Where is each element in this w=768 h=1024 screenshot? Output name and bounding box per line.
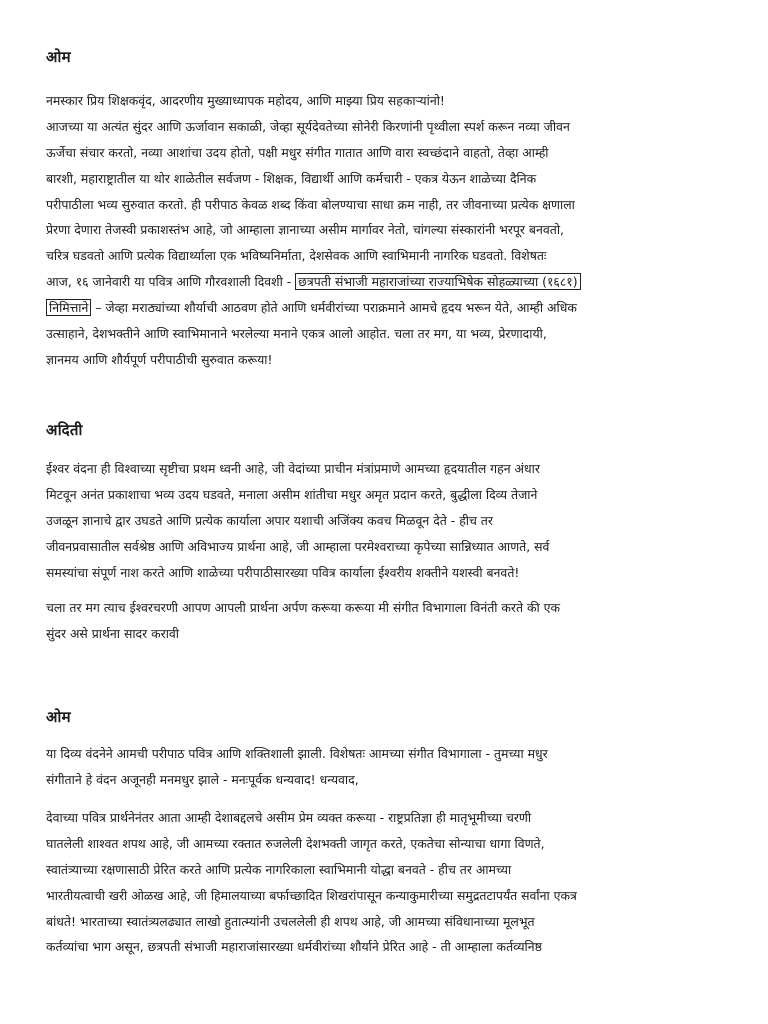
text-line: ईश्वर वंदना ही विश्वाच्या सृष्टीचा प्रथम ध्वनी आहे, जी वेदांच्या प्राचीन मंत्रांप्रमाणे आमच्या हृदयातील गहन अंधार: [46, 461, 540, 476]
text-line: प्रेरणा देणारा तेजस्वी प्रकाशस्तंभ आहे, जो आम्हाला ज्ञानाच्या असीम मार्गावर नेतो, चांगल्या संस्कारांनी भरपूर बनवतो,: [46, 222, 564, 238]
text-line: ज्ञानमय आणि शौर्यपूर्ण परीपाठीची सुरुवात करूया!: [46, 351, 273, 367]
text-line: चरित्र घडवतो आणि प्रत्येक विद्यार्थ्याला एक भविष्यनिर्माता, देशसेवक आणि स्वाभिमानी नागरिक घडवतो. विशेषतः: [46, 248, 547, 264]
text-line: बांधते! भारताच्या स्वातंत्र्यलढ्यात लाखो हुतात्म्यांनी उचललेली ही शपथ आहे, जी आमच्या संविधानाच्या मूलभूत: [46, 913, 535, 929]
text-line: घातलेली शाश्वत शपथ आहे, जी आमच्या रक्तात रुजलेली देशभक्ती जागृत करते, एकतेचा सोन्याचा धागा विणते,: [46, 835, 545, 851]
highlighted-text-box: छत्रपती संभाजी महाराजांच्या राज्याभिषेक सोहळ्याच्या (१६८१): [295, 273, 580, 290]
paragraph-thanks: [46, 741, 746, 793]
text-line: बारशी, महाराष्ट्रातील या थोर शाळेतील सर्वजण - शिक्षक, विद्यार्थी आणि कर्मचारी - एकत्र येऊन शाळेच्या दैनिक: [46, 170, 537, 186]
text-line: समस्यांचा संपूर्ण नाश करते आणि शाळेच्या परीपाठीसारख्या पवित्र कार्याला ईश्वरीय शक्तीने यशस्वी बनवते!: [46, 564, 520, 580]
text-line: चला तर मग त्याच ईश्वरचरणी आपण आपली प्रार्थना अर्पण करूया करूया मी संगीत विभागाला विनंती करते की एक: [46, 600, 561, 615]
section-heading-aditi: अदिती: [46, 421, 83, 439]
text-line: नमस्कार प्रिय शिक्षकवृंद, आदरणीय मुख्याध्यापक महोदय, आणि माझ्या प्रिय सहकाऱ्यांनो!: [46, 93, 445, 108]
paragraph-intro: [46, 88, 746, 373]
paragraph-pledge: [46, 805, 746, 960]
text-line: मिटवून अनंत प्रकाशाचा भव्य उदय घडवते, मनाला असीम शांतीचा मधुर अमृत प्रदान करते, बुद्धीला दिव्य तेजाने: [46, 486, 538, 502]
text-span: – जेव्हा मराठ्यांच्या शौर्याची आठवण होते आणि धर्मवीरांच्या पराक्रमाने आमचे हृदय भरून येते, आम्ही अधिक: [91, 300, 577, 316]
section-heading-om: ओम: [46, 48, 71, 66]
text-line: सुंदर असे प्रार्थना सादर करावी: [46, 625, 180, 641]
text-line: स्वातंत्र्याच्या रक्षणासाठी प्रेरित करते आणि प्रत्येक नागरिकाला स्वाभिमानी योद्धा बनवते - हीच तर आमच्या: [46, 861, 512, 877]
text-line: आजच्या या अत्यंत सुंदर आणि ऊर्जावान सकाळी, जेव्हा सूर्यदेवतेच्या सोनेरी किरणांनी पृथ्वीला स्पर्श करून नव्या जीवन: [46, 118, 570, 134]
text-line: संगीताने हे वंदन अजूनही मनमधुर झाले - मनःपूर्वक धन्यवाद! धन्यवाद,: [46, 771, 359, 787]
text-line: या दिव्य वंदनेने आमची परीपाठ पवित्र आणि शक्तिशाली झाली. विशेषतः आमच्या संगीत विभागाला - तुमच्या मधुर: [46, 746, 548, 761]
text-line: [46, 295, 746, 321]
text-line: उत्साहाने, देशभक्तीने आणि स्वाभिमानाने भरलेल्या मनाने एकत्र आलो आहोत. चला तर मग, या भव्य, प्रेरणादायी,: [46, 326, 547, 342]
highlighted-text-box: निमित्ताने: [46, 299, 91, 316]
text-line: ऊर्जेचा संचार करतो, नव्या आशांचा उदय होतो, पक्षी मधुर संगीत गातात आणि वारा स्वच्छंदाने वाहतो, तेव्हा आम्ही: [46, 144, 549, 160]
paragraph-prayer-invite: [46, 595, 746, 647]
text-line: कर्तव्यांचा भाग असून, छत्रपती संभाजी महाराजांसारख्या धर्मवीरांच्या शौर्याने प्रेरित आहे - ती आम्हाला कर्तव्यनिष्ठ: [46, 939, 542, 955]
paragraph-prayer: [46, 456, 746, 585]
text-span: आज, १६ जानेवारी या पवित्र आणि गौरवशाली दिवशी -: [46, 274, 296, 290]
text-line: [46, 269, 746, 295]
text-line: जीवनप्रवासातील सर्वश्रेष्ठ आणि अविभाज्य प्रार्थना आहे, जी आम्हाला परमेश्वराच्या कृपेच्या सान्निध्यात आणते, सर्व: [46, 538, 550, 554]
text-line: परीपाठीला भव्य सुरुवात करतो. ही परीपाठ केवळ शब्द किंवा बोलण्याचा साधा क्रम नाही, तर जीवनाच्या प्रत्येक क्षणाला: [46, 196, 575, 212]
text-line: भारतीयत्वाची खरी ओळख आहे, जी हिमालयाच्या बर्फाच्छादित शिखरांपासून कन्याकुमारीच्या समुद्रतटापर्यंत सर्वांना एकत्र: [46, 887, 577, 903]
text-line: देवाच्या पवित्र प्रार्थनेनंतर आता आम्ही देशाबद्दलचे असीम प्रेम व्यक्त करूया - राष्ट्रप्रतिज्ञा ही मातृभूमीच्या चरणी: [46, 810, 532, 825]
text-line: उजळून ज्ञानाचे द्वार उघडते आणि प्रत्येक कार्याला अपार यशाची अजिंक्य कवच मिळवून देते - हीच तर: [46, 512, 493, 528]
section-heading-om-2: ओम: [46, 708, 71, 726]
